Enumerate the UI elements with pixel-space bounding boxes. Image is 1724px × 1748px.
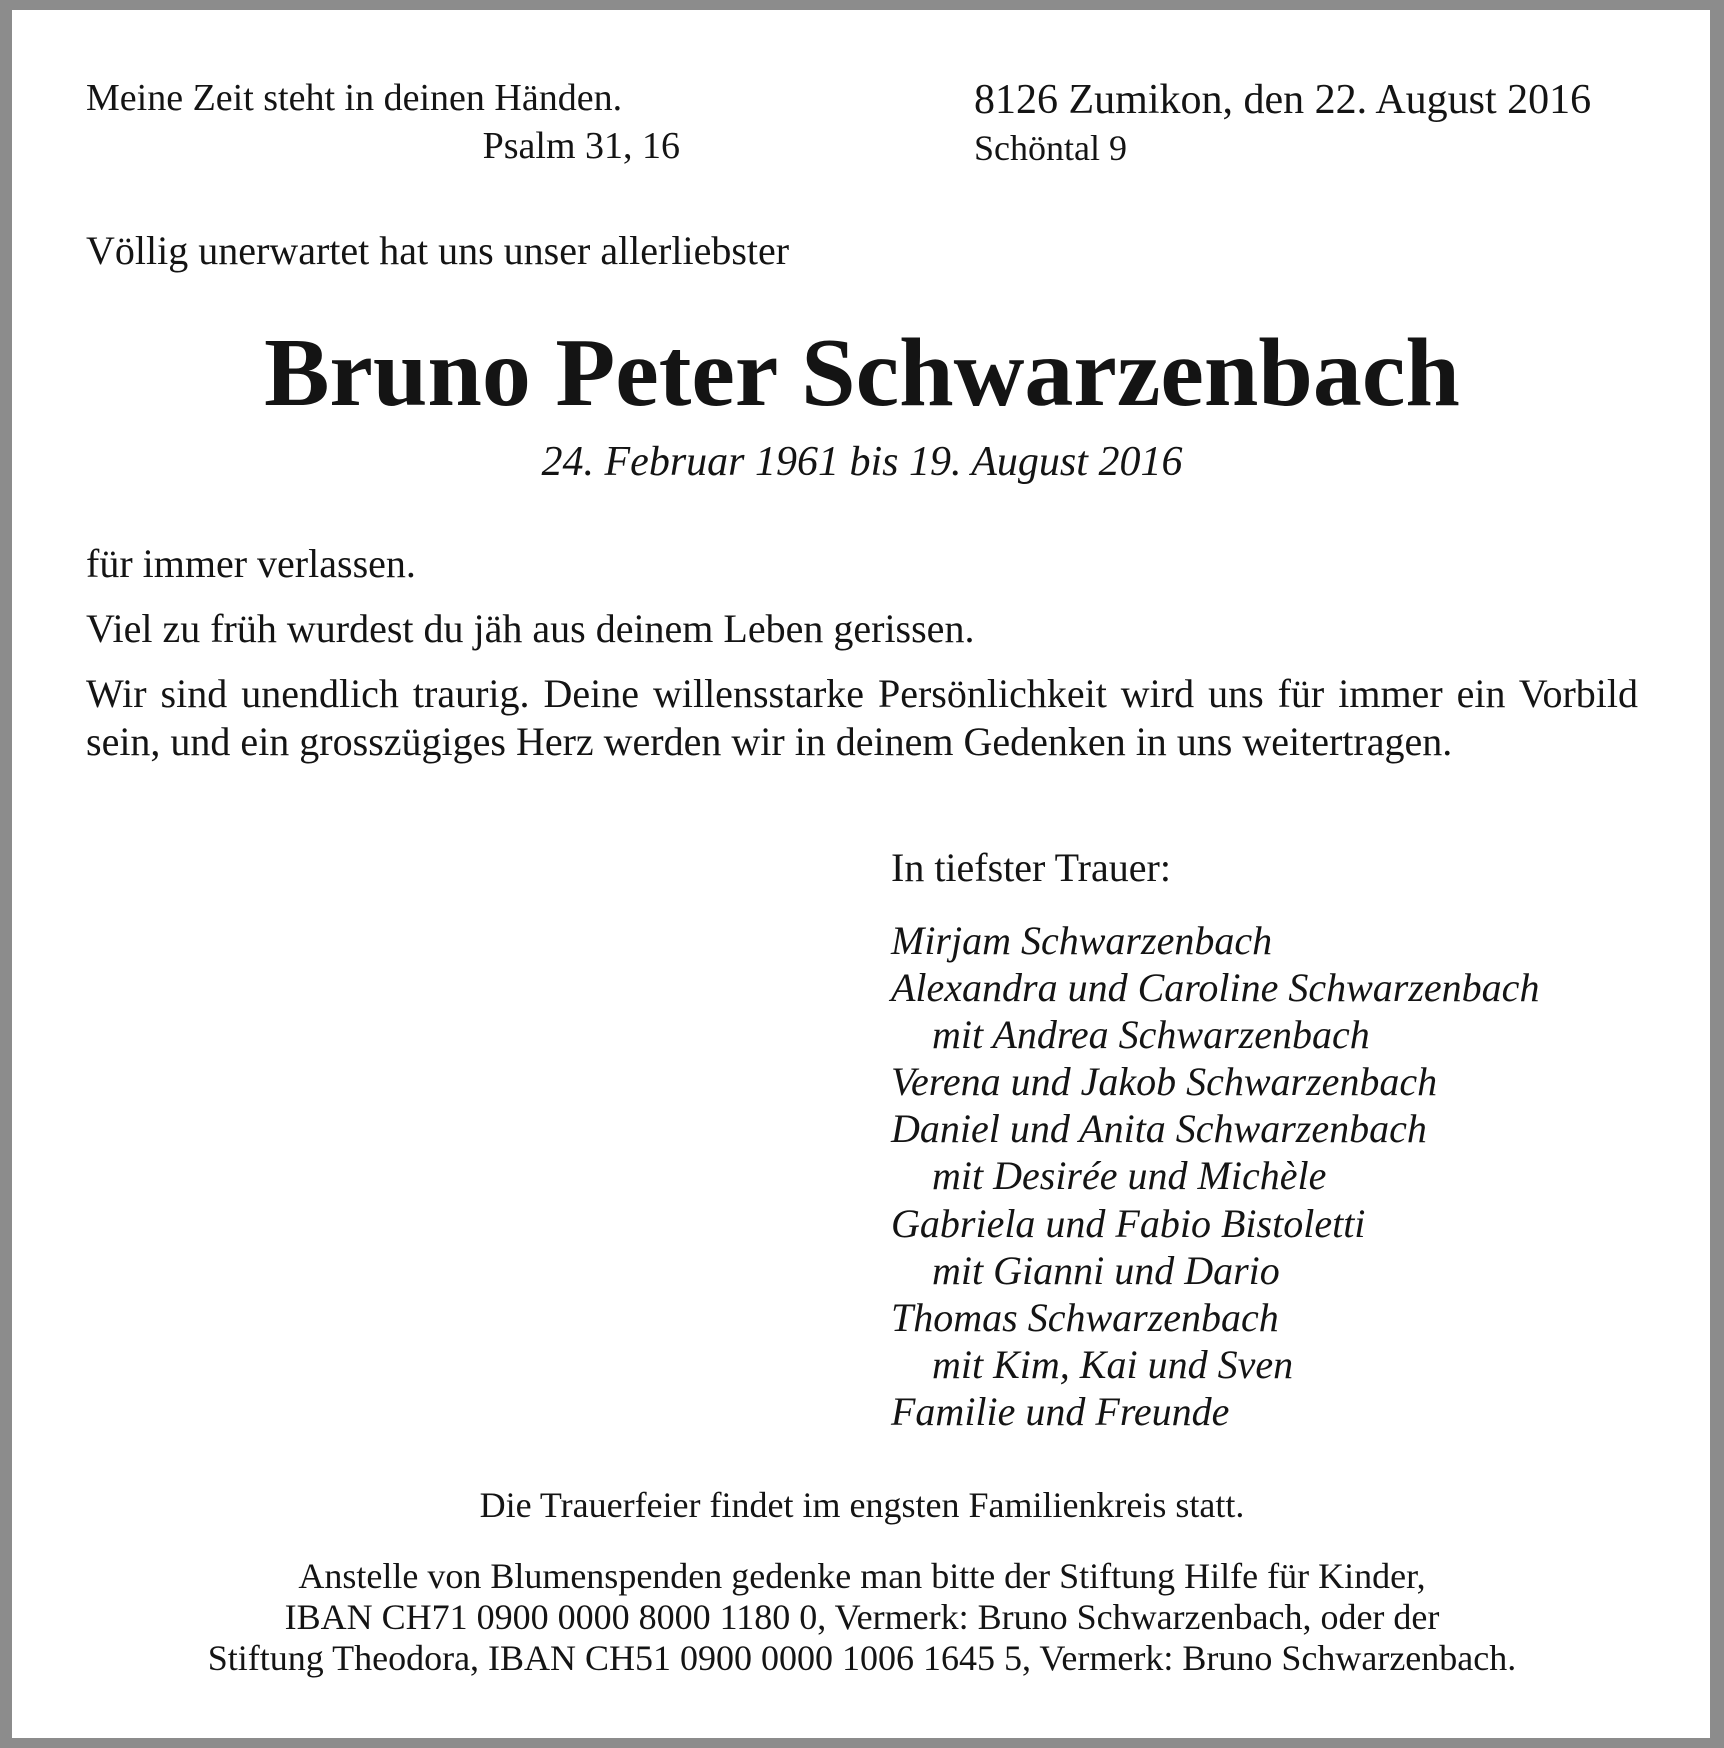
motto-reference: Psalm 31, 16: [482, 125, 680, 167]
mourner-line: Thomas Schwarzenbach: [891, 1294, 1279, 1340]
place-and-date: [974, 74, 1591, 170]
bible-motto: [86, 74, 680, 170]
deceased-name: Bruno Peter Schwarzenbach: [264, 319, 1460, 427]
mourners-list: [891, 917, 1539, 1435]
intro-line: Völlig unerwartet hat uns unser allerliebster: [86, 228, 790, 273]
mourner-line: Mirjam Schwarzenbach: [891, 918, 1273, 963]
donation-line: IBAN CH71 0900 0000 8000 1180 0, Vermerk: Bruno Schwarzenbach, oder der: [284, 1597, 1440, 1637]
life-dates: 24. Februar 1961 bis 19. August 2016: [541, 439, 1183, 485]
donation-line: Anstelle von Blumenspenden gedenke man bitte der Stiftung Hilfe für Kinder,: [298, 1556, 1426, 1596]
mourner-line: Verena und Jakob Schwarzenbach: [891, 1059, 1438, 1105]
mourner-line: Alexandra und Caroline Schwarzenbach: [891, 965, 1540, 1011]
funeral-service-note: Die Trauerfeier findet im engsten Familienkreis statt.: [479, 1485, 1245, 1525]
mourner-line: mit Kim, Kai und Sven: [932, 1341, 1294, 1387]
body-paragraph-1: für immer verlassen.: [86, 541, 416, 586]
donation-line: Stiftung Theodora, IBAN CH51 0900 0000 1006 1645 5, Vermerk: Bruno Schwarzenbach.: [207, 1638, 1517, 1678]
body-paragraph-2: Viel zu früh wurdest du jäh aus deinem Leben gerissen.: [86, 606, 975, 651]
mourner-line: Familie und Freunde: [891, 1388, 1230, 1434]
mourner-line: Gabriela und Fabio Bistoletti: [891, 1200, 1366, 1246]
donation-note: [86, 1556, 1638, 1679]
place-date-line: 8126 Zumikon, den 22. August 2016: [974, 77, 1592, 123]
mourner-line: mit Gianni und Dario: [932, 1247, 1280, 1293]
mourning-heading: In tiefster Trauer:: [891, 845, 1171, 890]
body-paragraph-3: Wir sind unendlich traurig. Deine willensstarke Persönlichkeit wird uns für immer ein Vorbild sein, und ein grosszügiges Herz werden wir in deinem Gedenken in uns weitertragen.: [86, 671, 1638, 764]
mourner-line: mit Andrea Schwarzenbach: [932, 1012, 1370, 1058]
mourner-line: mit Desirée und Michèle: [932, 1153, 1327, 1199]
street-address: Schöntal 9: [974, 128, 1127, 168]
mourner-line: Daniel und Anita Schwarzenbach: [891, 1106, 1427, 1152]
motto-text: Meine Zeit steht in deinen Händen.: [86, 77, 623, 119]
